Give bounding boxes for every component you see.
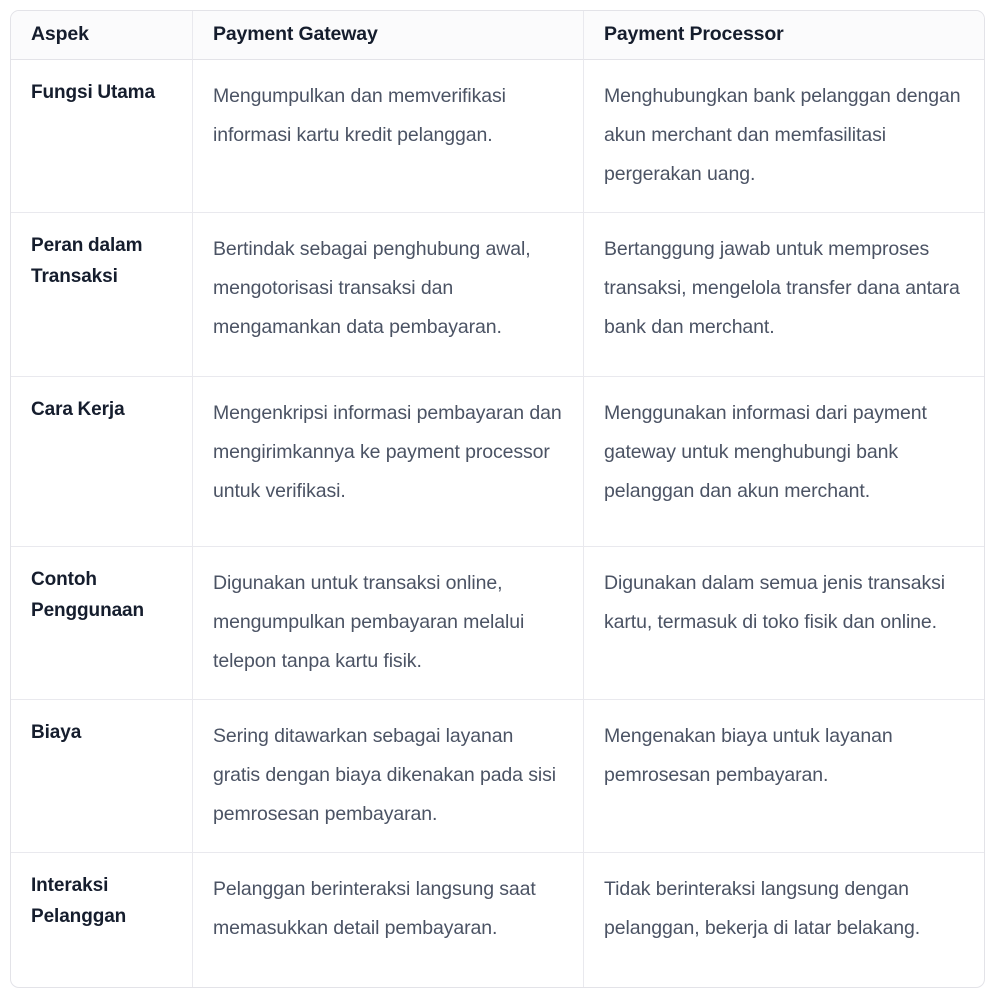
column-header-processor: Payment Processor bbox=[584, 11, 984, 60]
row-processor-text: Menghubungkan bank pelanggan dengan akun merchant dan memfasilitasi pergerakan uang. bbox=[584, 60, 984, 213]
row-processor-text: Menggunakan informasi dari payment gateway untuk menghubungi bank pelanggan dan akun merchant. bbox=[584, 377, 984, 547]
row-gateway-text: Mengumpulkan dan memverifikasi informasi kartu kredit pelanggan. bbox=[193, 60, 584, 213]
row-processor-text: Digunakan dalam semua jenis transaksi kartu, termasuk di toko fisik dan online. bbox=[584, 547, 984, 700]
row-gateway-text: Sering ditawarkan sebagai layanan gratis dengan biaya dikenakan pada sisi pemrosesan pembayaran. bbox=[193, 700, 584, 853]
row-aspect-label: Cara Kerja bbox=[11, 377, 193, 547]
row-aspect-label: Interaksi Pelanggan bbox=[11, 853, 193, 987]
comparison-table bbox=[10, 10, 985, 988]
table-header bbox=[11, 11, 984, 60]
row-gateway-text: Digunakan untuk transaksi online, mengumpulkan pembayaran melalui telepon tanpa kartu fisik. bbox=[193, 547, 584, 700]
row-processor-text: Tidak berinteraksi langsung dengan pelanggan, bekerja di latar belakang. bbox=[604, 878, 921, 939]
column-header-aspect: Aspek bbox=[11, 11, 193, 60]
table-row bbox=[11, 60, 984, 213]
table-row bbox=[11, 377, 984, 547]
table-row bbox=[11, 853, 984, 987]
table-row bbox=[11, 213, 984, 377]
row-gateway-text: Mengenkripsi informasi pembayaran dan mengirimkannya ke payment processor untuk verifikasi. bbox=[193, 377, 584, 547]
row-processor-text: Mengenakan biaya untuk layanan pemrosesan pembayaran. bbox=[584, 700, 984, 853]
row-gateway-text: Pelanggan berinteraksi langsung saat memasukkan detail pembayaran. bbox=[193, 853, 584, 987]
row-aspect-label: Peran dalam Transaksi bbox=[11, 213, 193, 377]
table-row bbox=[11, 547, 984, 700]
table-header-row bbox=[11, 11, 984, 60]
comparison-table-container bbox=[10, 10, 985, 988]
row-aspect-label: Contoh Penggunaan bbox=[11, 547, 193, 700]
row-gateway-text: Bertindak sebagai penghubung awal, mengotorisasi transaksi dan mengamankan data pembayaran. bbox=[193, 213, 584, 377]
table-row bbox=[11, 700, 984, 853]
row-aspect-label: Biaya bbox=[11, 700, 193, 853]
row-aspect-label: Fungsi Utama bbox=[11, 60, 193, 213]
column-header-gateway: Payment Gateway bbox=[193, 11, 584, 60]
row-processor-text: Bertanggung jawab untuk memproses transaksi, mengelola transfer dana antara bank dan merchant. bbox=[584, 213, 984, 377]
table-body bbox=[11, 60, 984, 987]
